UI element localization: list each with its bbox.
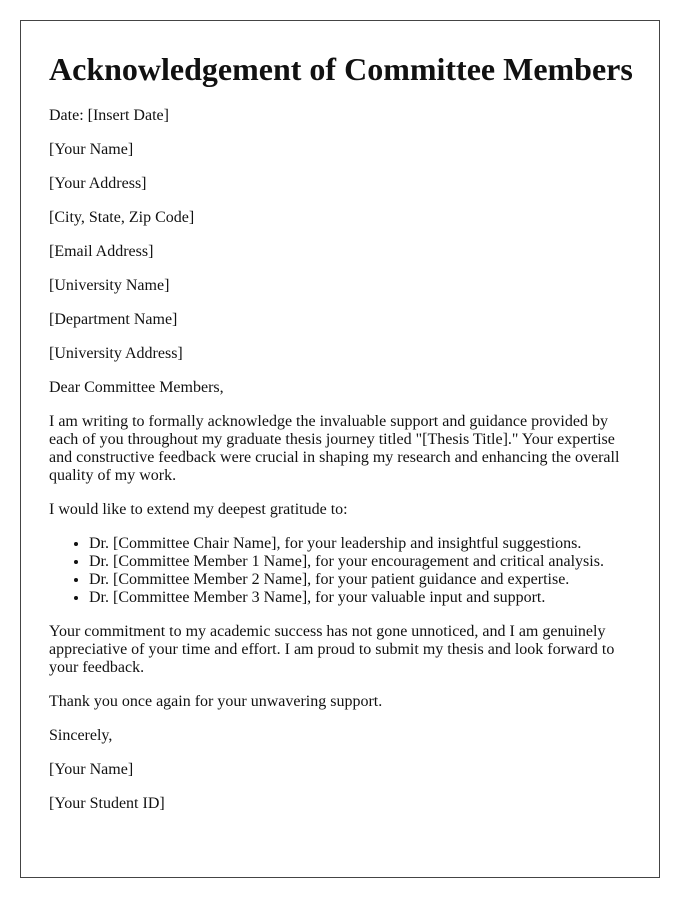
letter-content [49,49,633,829]
gratitude-intro: I would like to extend my deepest gratitude to: [49,501,348,518]
closing: Sincerely, [49,727,113,744]
committee-member-list [49,535,633,607]
committee-member-2-item: • Dr. [Committee Member 2 Name], for your patient guidance and expertise. [89,571,633,589]
recipient-university: [University Name] [49,277,170,294]
sender-email: [Email Address] [49,243,154,260]
committee-member-1-item: • Dr. [Committee Member 1 Name], for your encouragement and critical analysis. [89,553,633,571]
recipient-address: [University Address] [49,345,183,362]
letter-date: Date: [Insert Date] [49,107,169,124]
recipient-department: [Department Name] [49,311,178,328]
body-paragraph-2: Your commitment to my academic success has not gone unnoticed, and I am genuinely appreciative of your time and effort. I am proud to submit my thesis and look forward to your feedback. [49,623,615,676]
letter-page [20,20,660,878]
sender-name: [Your Name] [49,141,134,158]
sender-address: [Your Address] [49,175,147,192]
committee-member-3-item: • Dr. [Committee Member 3 Name], for your valuable input and support. [89,589,633,607]
thanks-line: Thank you once again for your unwavering support. [49,693,383,710]
letter-title: Acknowledgement of Committee Members [49,51,633,87]
committee-chair-item: • Dr. [Committee Chair Name], for your leadership and insightful suggestions. [89,535,633,553]
signature-name: [Your Name] [49,761,134,778]
salutation: Dear Committee Members, [49,379,224,396]
body-paragraph-1: I am writing to formally acknowledge the invaluable support and guidance provided by each of you throughout my graduate thesis journey titled "[Thesis Title]." Your expertise and constructive feedback were crucial in shaping my research and enhancing the overall quality of my work. [49,413,620,484]
sender-city-state-zip: [City, State, Zip Code] [49,209,195,226]
signature-student-id: [Your Student ID] [49,795,165,812]
